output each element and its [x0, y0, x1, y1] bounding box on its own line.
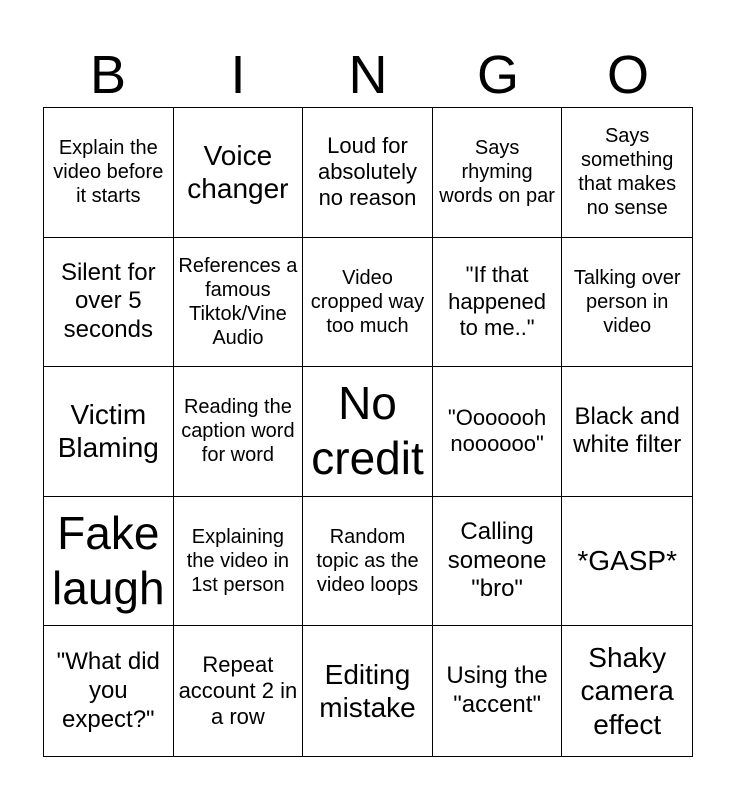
bingo-cell[interactable]: [433, 367, 563, 497]
cell-text: Black and white filter: [573, 402, 682, 459]
cell-text: Video cropped way too much: [310, 266, 425, 337]
cell-text: Random topic as the video loops: [316, 526, 419, 597]
bingo-board: [43, 107, 693, 757]
bingo-cell[interactable]: [562, 367, 692, 497]
cell-text: Explaining the video in 1st person: [186, 526, 290, 597]
bingo-cell[interactable]: [562, 108, 692, 238]
cell-text: Fake laugh: [52, 506, 165, 615]
cell-text: Using the "accent": [446, 662, 548, 719]
cell-text: Repeat account 2 in a row: [178, 651, 298, 730]
cell-text: Explain the video before it starts: [53, 137, 164, 208]
header-letter-g: G: [476, 45, 519, 105]
bingo-cell[interactable]: [433, 108, 563, 238]
cell-text: Loud for absolutely no reason: [317, 132, 418, 211]
cell-text: "Ooooooh noooooo": [447, 405, 547, 457]
bingo-cell[interactable]: [44, 626, 174, 756]
bingo-cell[interactable]: [174, 497, 304, 627]
bingo-cell[interactable]: [303, 367, 433, 497]
cell-text: Voice changer: [187, 139, 289, 205]
header-letter-b: B: [89, 45, 127, 105]
bingo-cell[interactable]: [303, 497, 433, 627]
bingo-cell[interactable]: [303, 238, 433, 368]
cell-text: Calling someone "bro": [447, 517, 547, 603]
cell-text: References a famous Tiktok/Vine Audio: [178, 254, 298, 349]
bingo-header: [43, 42, 693, 108]
bingo-cell[interactable]: [303, 626, 433, 756]
cell-text: Says rhyming words on par: [439, 137, 555, 208]
bingo-cell[interactable]: [174, 367, 304, 497]
bingo-cell[interactable]: [44, 367, 174, 497]
cell-text: Says something that makes no sense: [578, 125, 677, 220]
cell-text: *GASP*: [577, 545, 677, 577]
cell-text: Silent for over 5 seconds: [60, 258, 156, 344]
header-letter-n: N: [348, 45, 388, 105]
bingo-cell[interactable]: [44, 238, 174, 368]
bingo-cell[interactable]: [44, 108, 174, 238]
cell-text: Editing mistake: [319, 658, 416, 724]
bingo-cell[interactable]: [433, 497, 563, 627]
bingo-cell[interactable]: [44, 497, 174, 627]
cell-text: "What did you expect?": [56, 648, 160, 733]
cell-text: Shaky camera effect: [580, 641, 674, 740]
header-letter-o: O: [606, 45, 649, 105]
bingo-cell[interactable]: [433, 626, 563, 756]
bingo-cell[interactable]: [174, 238, 304, 368]
bingo-cell[interactable]: [562, 497, 692, 627]
cell-text: Reading the caption word for word: [181, 396, 295, 467]
cell-text: Talking over person in video: [573, 266, 681, 337]
header-letter-i: I: [230, 45, 246, 105]
bingo-cell[interactable]: [562, 238, 692, 368]
bingo-cell[interactable]: [433, 238, 563, 368]
bingo-cell[interactable]: [174, 108, 304, 238]
cell-text: "If that happened to me..": [448, 262, 547, 341]
bingo-cell[interactable]: [303, 108, 433, 238]
bingo-cell[interactable]: [174, 626, 304, 756]
bingo-cell[interactable]: [562, 626, 692, 756]
cell-text: No credit: [311, 377, 424, 485]
cell-text: Victim Blaming: [57, 398, 159, 464]
